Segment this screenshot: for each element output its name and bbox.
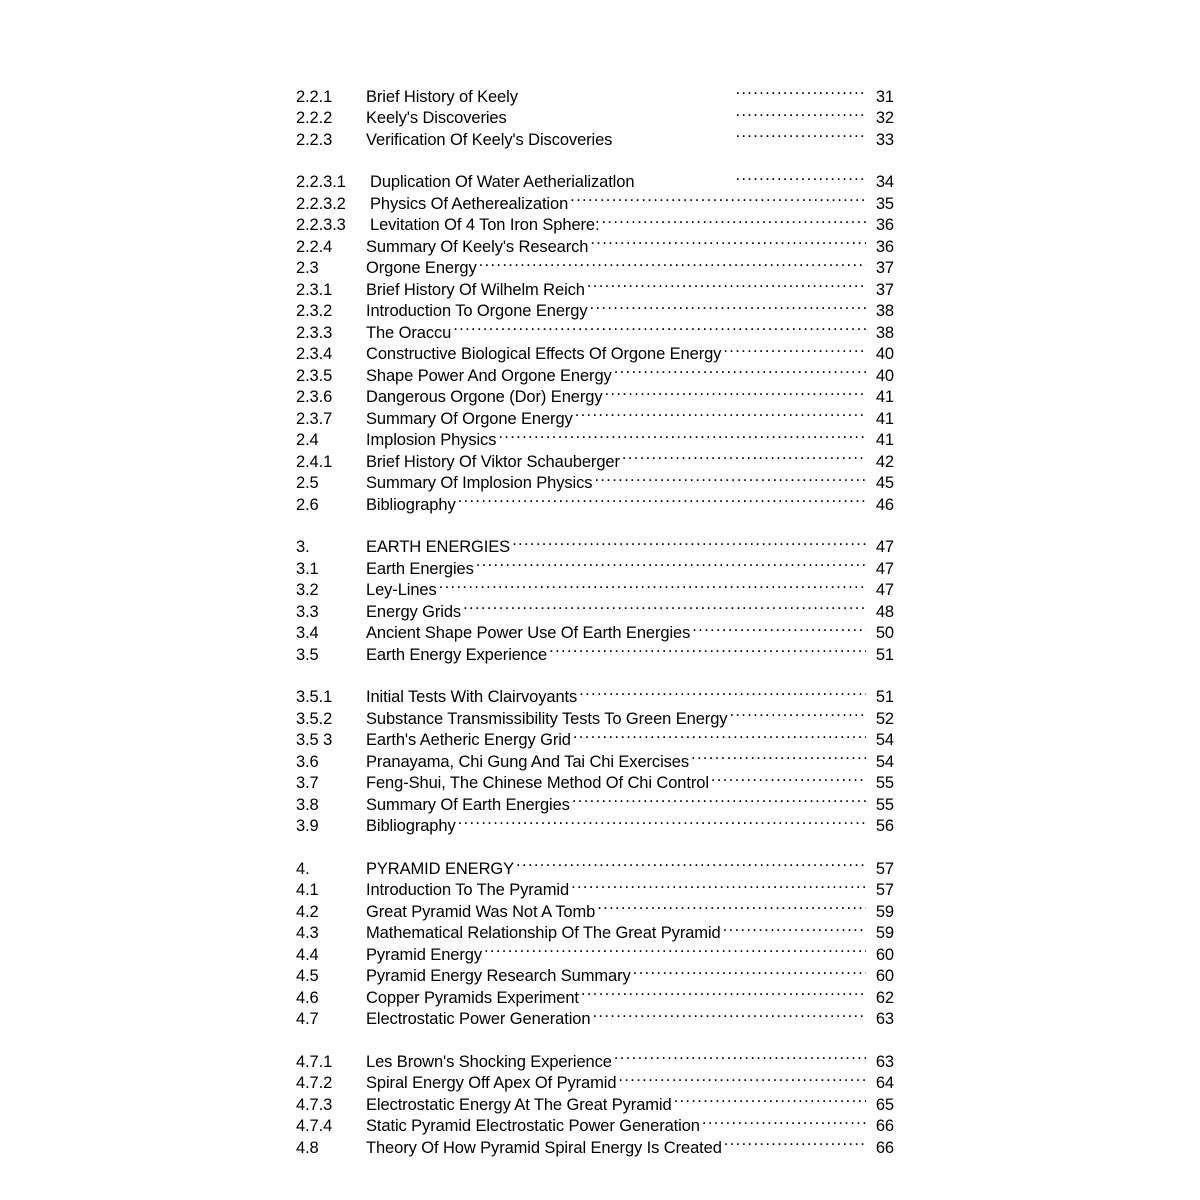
- toc-group: [296, 166, 894, 514]
- toc-entry-page-number: 41: [875, 388, 894, 406]
- toc-group: [296, 681, 894, 835]
- toc-entry-number: 2.4: [296, 431, 319, 449]
- toc-entry-title: Copper Pyramids Experiment: [366, 988, 579, 1007]
- toc-entry-page-number: 60: [875, 945, 894, 964]
- toc-entry-page-number: 40: [875, 366, 894, 385]
- toc-entry-page-number: 64: [875, 1074, 894, 1092]
- toc-entry-title: Earth Energies: [366, 559, 474, 578]
- toc-entry-title: Pyramid Energy Research Summary: [366, 967, 631, 985]
- toc-group: [296, 531, 894, 664]
- toc-entry-page-number: 51: [875, 688, 894, 706]
- toc-entry-page-number: 41: [875, 409, 894, 428]
- toc-dot-leader: [549, 638, 866, 660]
- toc-dot-leader: [601, 209, 866, 231]
- toc-entry-title: Shape Power And Orgone Energy: [366, 366, 612, 385]
- toc-entry-title: Great Pyramid Was Not A Tomb: [366, 902, 596, 921]
- toc-entry-page-number: 45: [875, 474, 894, 492]
- toc-dot-leader: [597, 895, 866, 917]
- toc-entry-page-number: 42: [875, 452, 894, 471]
- toc-entry-number: 2.5: [296, 474, 319, 492]
- toc-entry-number: 3.7: [296, 774, 319, 792]
- toc-entry-number: 2.3.6: [296, 388, 333, 406]
- toc-dot-leader: [570, 187, 866, 209]
- toc-dot-leader: [509, 102, 866, 124]
- toc-entry-title: PYRAMID ENERGY: [366, 859, 515, 878]
- toc-dot-leader: [479, 252, 866, 274]
- toc-dot-leader: [711, 767, 866, 789]
- toc-entry-number: 4.1: [296, 881, 319, 899]
- toc-entry-number: 3.5.1: [296, 688, 333, 706]
- toc-entry-number: 4.: [296, 859, 310, 878]
- toc-entry-number: 4.3: [296, 924, 319, 942]
- toc-entry-page-number: 50: [875, 624, 894, 642]
- toc-dot-leader: [439, 574, 866, 596]
- toc-dot-leader: [520, 80, 866, 102]
- toc-entry-page-number: 34: [875, 173, 894, 191]
- toc-entry-page-number: 37: [875, 280, 894, 299]
- toc-entry-title: Earth Energy Experience: [366, 645, 548, 664]
- toc-entry-title: Verification Of Keely's Discoveries: [366, 130, 613, 149]
- toc-entry-number: 2.3: [296, 259, 319, 277]
- toc-entry-page-number: 37: [875, 259, 894, 277]
- toc-entry-title: Electrostatic Energy At The Great Pyramid: [366, 1095, 672, 1114]
- toc-dot-leader: [636, 166, 866, 188]
- toc-dot-leader: [724, 1131, 866, 1153]
- toc-entry-page-number: 62: [875, 988, 894, 1007]
- toc-entry-page-number: 46: [875, 495, 894, 514]
- toc-entry-title: Brief History Of Viktor Schauberger: [366, 452, 620, 471]
- toc-entry-title: Mathematical Relationship Of The Great Pyramid: [366, 924, 721, 942]
- toc-dot-leader: [571, 874, 866, 896]
- toc-dot-leader: [604, 381, 866, 403]
- toc-entry-page-number: 57: [875, 859, 894, 878]
- toc-dot-leader: [592, 1003, 866, 1025]
- toc-entry-title: Summary Of Keely's Research: [366, 237, 589, 256]
- toc-entry-number: 4.7.2: [296, 1074, 333, 1092]
- toc-entry-title: Bibliography: [366, 817, 456, 835]
- toc-dot-leader: [614, 123, 866, 145]
- toc-dot-leader: [702, 1110, 866, 1132]
- toc-dot-leader: [614, 1045, 866, 1067]
- toc-entry-number: 3.5: [296, 645, 319, 664]
- toc-dot-leader: [498, 424, 866, 446]
- toc-entry-number: 3.: [296, 538, 310, 556]
- toc-entry-title: Theory Of How Pyramid Spiral Energy Is Created: [366, 1138, 722, 1157]
- toc-entry-title: Feng-Shui, The Chinese Method Of Chi Control: [366, 774, 709, 792]
- toc-entry-title: Bibliography: [366, 495, 456, 514]
- toc-entry-number: 4.6: [296, 988, 319, 1007]
- toc-entry-page-number: 38: [875, 302, 894, 320]
- toc-entry-page-number: 32: [875, 109, 894, 127]
- toc-dot-leader: [590, 295, 866, 317]
- toc-entry-page-number: 54: [875, 731, 894, 749]
- toc-entry-number: 2.2.2: [296, 109, 333, 127]
- toc-entry-title: Introduction To The Pyramid: [366, 881, 570, 899]
- toc-entry-number: 2.3.5: [296, 366, 333, 385]
- toc-entry-page-number: 55: [875, 774, 894, 792]
- toc-entry-title: Summary Of Implosion Physics: [366, 474, 593, 492]
- toc-entry-title: Summary Of Earth Energies: [366, 795, 570, 814]
- toc-entry-number: 3.4: [296, 624, 319, 642]
- toc-entry-title: Levitation Of 4 Ton Iron Sphere:: [370, 216, 600, 234]
- toc-entry-number: 4.4: [296, 945, 319, 964]
- toc-entry-title: Energy Grids: [366, 602, 462, 621]
- toc-entry-page-number: 41: [875, 431, 894, 449]
- toc-entry-page-number: 63: [875, 1052, 894, 1071]
- toc-entry[interactable]: [296, 166, 894, 191]
- toc-entry[interactable]: [296, 80, 894, 106]
- toc-entry-number: 3.1: [296, 559, 319, 578]
- toc-entry-number: 4.7.3: [296, 1095, 333, 1114]
- toc-entry-page-number: 63: [875, 1010, 894, 1028]
- toc-dot-leader: [614, 359, 866, 381]
- toc-entry-title: Constructive Biological Effects Of Orgone Energy: [366, 345, 722, 363]
- toc-entry-number: 3.6: [296, 752, 319, 771]
- toc-entry-number: 2.2.3: [296, 130, 333, 149]
- table-of-contents: [296, 80, 894, 1157]
- toc-entry-page-number: 47: [875, 581, 894, 599]
- toc-entry-page-number: 59: [875, 924, 894, 942]
- toc-entry-title: Les Brown's Shocking Experience: [366, 1052, 612, 1071]
- toc-dot-leader: [573, 724, 866, 746]
- toc-entry-number: 3.5 3: [296, 731, 333, 749]
- toc-entry-title: Spiral Energy Off Apex Of Pyramid: [366, 1074, 617, 1092]
- toc-entry-title: Brief History of Keely: [366, 87, 518, 106]
- toc-entry-title: Introduction To Orgone Energy: [366, 302, 588, 320]
- toc-entry-title: Implosion Physics: [366, 431, 497, 449]
- toc-entry-number: 2.4.1: [296, 452, 333, 471]
- toc-entry-number: 4.5: [296, 967, 319, 985]
- toc-entry-number: 2.2.3.3: [296, 216, 346, 234]
- toc-entry-title: Pranayama, Chi Gung And Tai Chi Exercises: [366, 752, 690, 771]
- toc-entry-page-number: 57: [875, 881, 894, 899]
- toc-group: [296, 1045, 894, 1157]
- toc-entry-title: Substance Transmissibility Tests To Green Energy: [366, 709, 728, 728]
- toc-entry-page-number: 54: [875, 752, 894, 771]
- toc-entry-title: Ancient Shape Power Use Of Earth Energies: [366, 624, 691, 642]
- toc-entry-number: 4.7: [296, 1010, 319, 1028]
- toc-entry-title: Ley-Lines: [366, 581, 437, 599]
- toc-entry-page-number: 52: [875, 709, 894, 728]
- toc-entry-page-number: 56: [875, 817, 894, 835]
- toc-entry-number: 2.3.4: [296, 345, 333, 363]
- toc-entry-number: 2.2.3.1: [296, 173, 346, 191]
- toc-entry-number: 2.3.7: [296, 409, 333, 428]
- toc-dot-leader: [723, 338, 866, 360]
- toc-entry-page-number: 66: [875, 1138, 894, 1157]
- toc-dot-leader: [512, 531, 866, 553]
- toc-entry-title: Duplication Of Water Aetherializatlon: [370, 173, 635, 191]
- toc-entry[interactable]: [296, 681, 894, 706]
- toc-entry-page-number: 65: [875, 1095, 894, 1114]
- toc-entry-title: Static Pyramid Electrostatic Power Generation: [366, 1117, 700, 1135]
- toc-dot-leader: [618, 1067, 866, 1089]
- toc-entry-title: Brief History Of Wilhelm Reich: [366, 280, 585, 299]
- toc-dot-leader: [587, 273, 866, 295]
- toc-dot-leader: [723, 917, 866, 939]
- toc-entry-page-number: 33: [875, 130, 894, 149]
- toc-entry-page-number: 40: [875, 345, 894, 363]
- toc-entry-page-number: 55: [875, 795, 894, 814]
- toc-dot-leader: [674, 1088, 866, 1110]
- toc-entry-number: 4.7.1: [296, 1052, 333, 1071]
- toc-group: [296, 852, 894, 1028]
- toc-entry-title: EARTH ENERGIES: [366, 538, 511, 556]
- toc-dot-leader: [692, 617, 866, 639]
- toc-dot-leader: [579, 681, 866, 703]
- toc-entry-number: 2.2.4: [296, 237, 333, 256]
- toc-group: [296, 80, 894, 149]
- toc-entry-title: Electrostatic Power Generation: [366, 1010, 591, 1028]
- toc-entry-number: 2.3.3: [296, 323, 333, 342]
- toc-dot-leader: [484, 938, 866, 960]
- toc-dot-leader: [729, 702, 866, 724]
- toc-entry-title: Orgone Energy: [366, 259, 477, 277]
- toc-entry-title: Dangerous Orgone (Dor) Energy: [366, 388, 603, 406]
- toc-dot-leader: [476, 552, 866, 574]
- toc-dot-leader: [463, 595, 866, 617]
- toc-entry-title: Earth's Aetheric Energy Grid: [366, 731, 571, 749]
- toc-entry-title: Keely's Discoveries: [366, 109, 507, 127]
- toc-entry-number: 2.2.3.2: [296, 194, 346, 213]
- toc-entry-page-number: 31: [875, 87, 894, 106]
- toc-entry-page-number: 36: [875, 216, 894, 234]
- toc-entry-number: 4.2: [296, 902, 319, 921]
- toc-dot-leader: [622, 445, 866, 467]
- toc-dot-leader: [458, 488, 866, 510]
- toc-dot-leader: [594, 467, 866, 489]
- toc-entry-number: 2.6: [296, 495, 319, 514]
- toc-entry-page-number: 47: [875, 559, 894, 578]
- toc-dot-leader: [691, 745, 866, 767]
- toc-entry-number: 2.2.1: [296, 87, 333, 106]
- toc-dot-leader: [633, 960, 866, 982]
- toc-entry-title: Physics Of Aetherealization: [370, 194, 569, 213]
- toc-entry-number: 3.3: [296, 602, 319, 621]
- toc-entry-number: 3.5.2: [296, 709, 333, 728]
- toc-entry[interactable]: [296, 1045, 894, 1071]
- toc-entry-title: Pyramid Energy: [366, 945, 482, 964]
- toc-entry-page-number: 60: [875, 967, 894, 985]
- toc-entry-number: 3.8: [296, 795, 319, 814]
- toc-entry-page-number: 66: [875, 1117, 894, 1135]
- toc-entry-title: Initial Tests With Clairvoyants: [366, 688, 578, 706]
- toc-entry-page-number: 35: [875, 194, 894, 213]
- toc-dot-leader: [516, 852, 866, 874]
- toc-entry-number: 2.3.2: [296, 302, 333, 320]
- toc-entry-page-number: 47: [875, 538, 894, 556]
- toc-dot-leader: [458, 810, 866, 832]
- toc-entry[interactable]: [296, 852, 894, 878]
- toc-dot-leader: [581, 981, 866, 1003]
- toc-entry-title: Summary Of Orgone Energy: [366, 409, 573, 428]
- toc-dot-leader: [590, 230, 866, 252]
- toc-entry-page-number: 51: [875, 645, 894, 664]
- toc-entry-number: 3.9: [296, 817, 319, 835]
- toc-entry-page-number: 36: [875, 237, 894, 256]
- toc-dot-leader: [572, 788, 866, 810]
- toc-entry-page-number: 38: [875, 323, 894, 342]
- toc-dot-leader: [453, 316, 866, 338]
- toc-entry-number: 2.3.1: [296, 280, 333, 299]
- toc-entry-title: The Oraccu: [366, 323, 452, 342]
- toc-entry[interactable]: [296, 531, 894, 556]
- toc-dot-leader: [575, 402, 866, 424]
- toc-entry-number: 4.8: [296, 1138, 319, 1157]
- toc-entry-page-number: 48: [875, 602, 894, 621]
- toc-entry-page-number: 59: [875, 902, 894, 921]
- toc-entry-number: 3.2: [296, 581, 319, 599]
- toc-entry-number: 4.7.4: [296, 1117, 333, 1135]
